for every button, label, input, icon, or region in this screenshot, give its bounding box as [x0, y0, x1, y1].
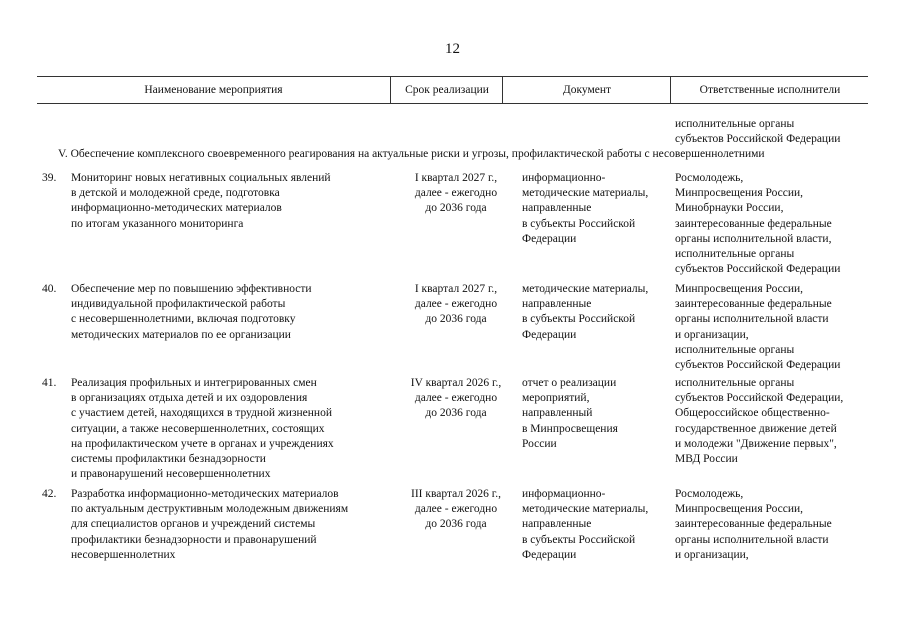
header-responsible: Ответственные исполнители [670, 77, 869, 103]
text-line: далее - ежегодно [414, 298, 498, 311]
text-line: МВД России [675, 453, 738, 466]
text-line: до 2036 года [425, 518, 487, 531]
text-line: исполнительные органы [675, 248, 795, 261]
row-term [395, 487, 517, 533]
text-line: профилактики безнадзорности и правонарушений [71, 533, 317, 546]
text-line: по итогам указанного мониторинга [71, 217, 244, 230]
text-line: информационно-методических материалов [71, 202, 282, 215]
text-line: в субъекты Российской [522, 217, 636, 230]
text-line: субъектов Российской Федерации, [675, 392, 844, 405]
text-line: IV квартал 2026 г., [410, 377, 502, 389]
text-line: субъектов Российской Федерации [675, 133, 841, 146]
text-line: заинтересованные федеральные [675, 518, 832, 531]
table-header [37, 76, 868, 104]
row-responsible [675, 282, 870, 373]
text-line: и правонарушений несовершеннолетних [71, 468, 271, 481]
text-line: направленные [522, 518, 592, 531]
row-responsible [675, 487, 870, 563]
text-line: Мониторинг новых негативных социальных явлений [71, 172, 331, 184]
text-line: с участием детей, находящихся в трудной жизненной [71, 407, 332, 420]
text-line: субъектов Российской Федерации [675, 263, 841, 276]
header-term: Срок реализации [390, 77, 503, 103]
text-line: в Минпросвещения [522, 422, 618, 435]
row-document [522, 487, 670, 563]
row-number: 41. [42, 377, 57, 389]
text-line: Минпросвещения России, [675, 283, 804, 295]
row-responsible [675, 376, 870, 467]
text-line: в субъекты Российской [522, 313, 636, 326]
text-line: государственное движение детей [675, 422, 837, 435]
text-line: с несовершеннолетними, включая подготовку [71, 313, 296, 326]
text-line: информационно- [522, 172, 606, 184]
text-line: направленные [522, 298, 592, 311]
text-line: Федерации [522, 548, 577, 561]
text-line: исполнительные органы [675, 343, 795, 356]
text-line: Обеспечение мер по повышению эффективности [71, 283, 312, 295]
text-line: Общероссийское общественно- [675, 407, 830, 420]
text-line: далее - ежегодно [414, 392, 498, 405]
text-line: России [522, 437, 557, 450]
text-line: в субъекты Российской [522, 533, 636, 546]
text-line: на профилактическом учете в органах и учреждениях [71, 437, 334, 450]
text-line: по актуальным деструктивным молодежным движениям [71, 503, 349, 516]
text-line: системы профилактики безнадзорности [71, 453, 266, 466]
text-line: Минпросвещения России, [675, 187, 804, 200]
text-line: заинтересованные федеральные [675, 217, 832, 230]
text-line: до 2036 года [425, 202, 487, 215]
text-line: и организации, [675, 328, 749, 341]
text-line: индивидуальной профилактической работы [71, 298, 286, 311]
text-line: для специалистов органов и учреждений системы [71, 518, 316, 531]
header-name: Наименование мероприятия [144, 84, 283, 96]
text-line: Минпросвещения России, [675, 503, 804, 516]
row-responsible [675, 171, 870, 277]
text-line: Федерации [522, 328, 577, 341]
text-line: Росмолодежь, [675, 488, 744, 500]
text-line: I квартал 2027 г., [414, 172, 498, 184]
row-number: 40. [42, 283, 57, 295]
text-line: Минобрнауки России, [675, 202, 784, 215]
page-number: 12 [445, 41, 460, 57]
text-line: органы исполнительной власти [675, 533, 829, 546]
row-name [71, 282, 396, 343]
text-line: органы исполнительной власти [675, 313, 829, 326]
text-line: ситуации, а также несовершеннолетних, состоящих [71, 422, 325, 435]
text-line: III квартал 2026 г., [411, 488, 501, 500]
text-line: направленные [522, 202, 592, 215]
row-term [395, 282, 517, 328]
text-line: в детской и молодежной среде, подготовка [71, 187, 280, 200]
text-line: несовершеннолетних [71, 548, 176, 561]
row-document [522, 376, 670, 452]
text-line: далее - ежегодно [414, 187, 498, 200]
text-line: отчет о реализации [522, 377, 617, 389]
text-line: I квартал 2027 г., [414, 283, 498, 295]
header-document: Документ [502, 77, 671, 103]
text-line: и молодежи "Движение первых", [675, 437, 837, 450]
row-name [71, 487, 396, 563]
text-line: до 2036 года [425, 313, 487, 326]
text-line: Разработка информационно-методических материалов [71, 488, 339, 500]
row-name [71, 376, 396, 482]
text-line: и организации, [675, 548, 749, 561]
text-line: заинтересованные федеральные [675, 298, 832, 311]
text-line: методических материалов по ее организации [71, 328, 291, 341]
row-document [522, 282, 670, 343]
row-name [71, 171, 396, 232]
text-line: методические материалы, [522, 503, 649, 516]
text-line: методические материалы, [522, 283, 649, 295]
section-title: V. Обеспечение комплексного своевременного реагирования на актуальные риски и угрозы, профилактической работы с несовершеннолетними [58, 148, 765, 160]
text-line: в организациях отдыха детей и их оздоровления [71, 392, 308, 405]
text-line: субъектов Российской Федерации [675, 359, 841, 372]
row-document [522, 171, 670, 247]
row-number: 42. [42, 488, 57, 500]
text-line: информационно- [522, 488, 606, 500]
text-line: исполнительные органы [675, 118, 795, 130]
row-term [395, 376, 517, 422]
continuation-responsible [675, 117, 870, 147]
row-term [395, 171, 517, 217]
text-line: органы исполнительной власти, [675, 232, 832, 245]
text-line: мероприятий, [522, 392, 590, 405]
text-line: далее - ежегодно [414, 503, 498, 516]
text-line: исполнительные органы [675, 377, 795, 389]
text-line: направленный [522, 407, 593, 420]
text-line: до 2036 года [425, 407, 487, 420]
text-line: методические материалы, [522, 187, 649, 200]
text-line: Федерации [522, 232, 577, 245]
row-number: 39. [42, 172, 57, 184]
text-line: Реализация профильных и интегрированных смен [71, 377, 317, 389]
text-line: Росмолодежь, [675, 172, 744, 184]
